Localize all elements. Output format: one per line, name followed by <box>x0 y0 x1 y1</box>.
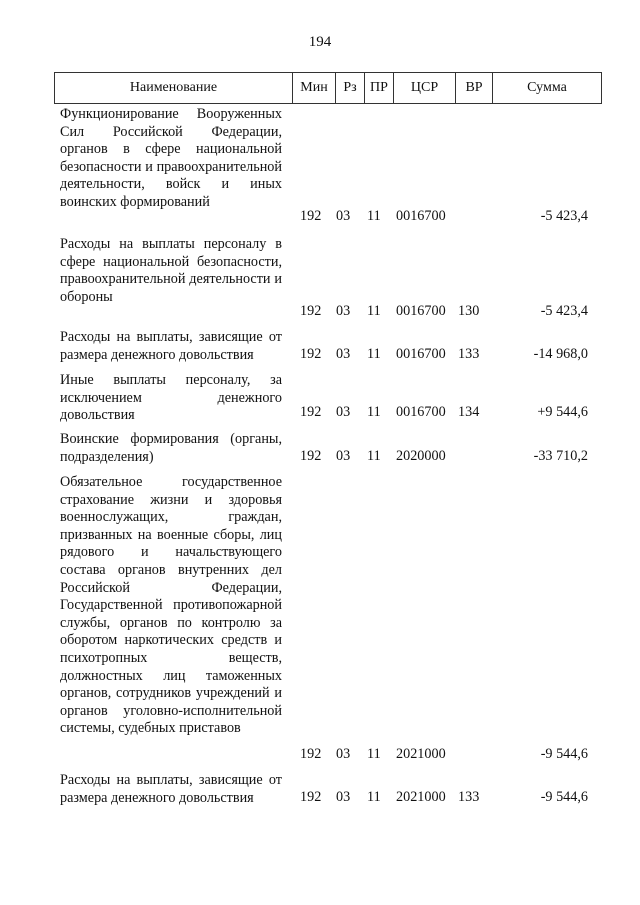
row-sum: -9 544,6 <box>540 746 588 763</box>
row-pr: 11 <box>367 346 381 363</box>
header-rz: Рз <box>336 73 365 104</box>
row-sum: -33 710,2 <box>533 448 588 465</box>
row-pr: 11 <box>367 208 381 225</box>
row-pr: 11 <box>367 404 381 421</box>
row-min: 192 <box>300 404 322 421</box>
row-min: 192 <box>300 746 322 763</box>
row-min: 192 <box>300 208 322 225</box>
table-row <box>60 474 600 764</box>
row-min: 192 <box>300 346 322 363</box>
row-sum: -9 544,6 <box>540 789 588 806</box>
row-rz: 03 <box>336 448 351 465</box>
row-sum: +9 544,6 <box>537 404 588 421</box>
table-row <box>60 106 600 226</box>
table-row <box>60 431 600 466</box>
table-row <box>60 329 600 364</box>
row-vr: 134 <box>458 404 480 421</box>
row-csr: 0016700 <box>396 404 446 421</box>
row-sum: -14 968,0 <box>533 346 588 363</box>
row-name: Расходы на выплаты персоналу в сфере национальной безопасности, правоохранительной деятельности и обороны <box>60 236 282 305</box>
row-rz: 03 <box>336 208 351 225</box>
row-pr: 11 <box>367 789 381 806</box>
row-name: Обязательное государственное страхование жизни и здоровья военнослужащих, граждан, призванных на военные сборы, лиц рядового и начальствующего состава органов внутренних дел Российской Федерации, Государственной противопожарной службы, органов по контролю за оборотом наркотических средств и психотропных веществ, должностных лиц таможенных органов, сотрудников учреждений и органов уголовно-исполнительной системы, судебных приставов <box>60 474 282 737</box>
row-min: 192 <box>300 789 322 806</box>
row-min: 192 <box>300 303 322 320</box>
row-rz: 03 <box>336 346 351 363</box>
row-name: Воинские формирования (органы, подразделения) <box>60 431 282 465</box>
table-row <box>60 372 600 422</box>
header-min: Мин <box>293 73 336 104</box>
row-csr: 0016700 <box>396 208 446 225</box>
row-vr: 133 <box>458 789 480 806</box>
table-header <box>54 72 602 104</box>
row-csr: 2020000 <box>396 448 446 465</box>
row-vr: 133 <box>458 346 480 363</box>
row-name: Расходы на выплаты, зависящие от размера денежного довольствия <box>60 329 282 363</box>
row-sum: -5 423,4 <box>540 303 588 320</box>
row-name: Расходы на выплаты, зависящие от размера денежного довольствия <box>60 772 282 806</box>
row-csr: 0016700 <box>396 346 446 363</box>
row-sum: -5 423,4 <box>540 208 588 225</box>
row-csr: 2021000 <box>396 789 446 806</box>
header-vr: ВР <box>456 73 493 104</box>
row-pr: 11 <box>367 448 381 465</box>
row-pr: 11 <box>367 746 381 763</box>
row-rz: 03 <box>336 789 351 806</box>
row-min: 192 <box>300 448 322 465</box>
table-row <box>60 236 600 321</box>
row-rz: 03 <box>336 404 351 421</box>
row-name: Иные выплаты персоналу, за исключением денежного довольствия <box>60 372 282 424</box>
row-name: Функционирование Вооруженных Сил Российской Федерации, органов в сфере национальной безопасности и правоохранительной деятельности, войск и иных воинских формирований <box>60 106 282 210</box>
row-rz: 03 <box>336 746 351 763</box>
row-rz: 03 <box>336 303 351 320</box>
table-row <box>60 772 600 807</box>
header-pr: ПР <box>365 73 394 104</box>
header-csr: ЦСР <box>394 73 456 104</box>
page-number: 194 <box>308 34 332 50</box>
row-csr: 0016700 <box>396 303 446 320</box>
row-pr: 11 <box>367 303 381 320</box>
row-vr: 130 <box>458 303 480 320</box>
row-csr: 2021000 <box>396 746 446 763</box>
header-name: Наименование <box>55 73 293 104</box>
header-sum: Сумма <box>493 73 602 104</box>
